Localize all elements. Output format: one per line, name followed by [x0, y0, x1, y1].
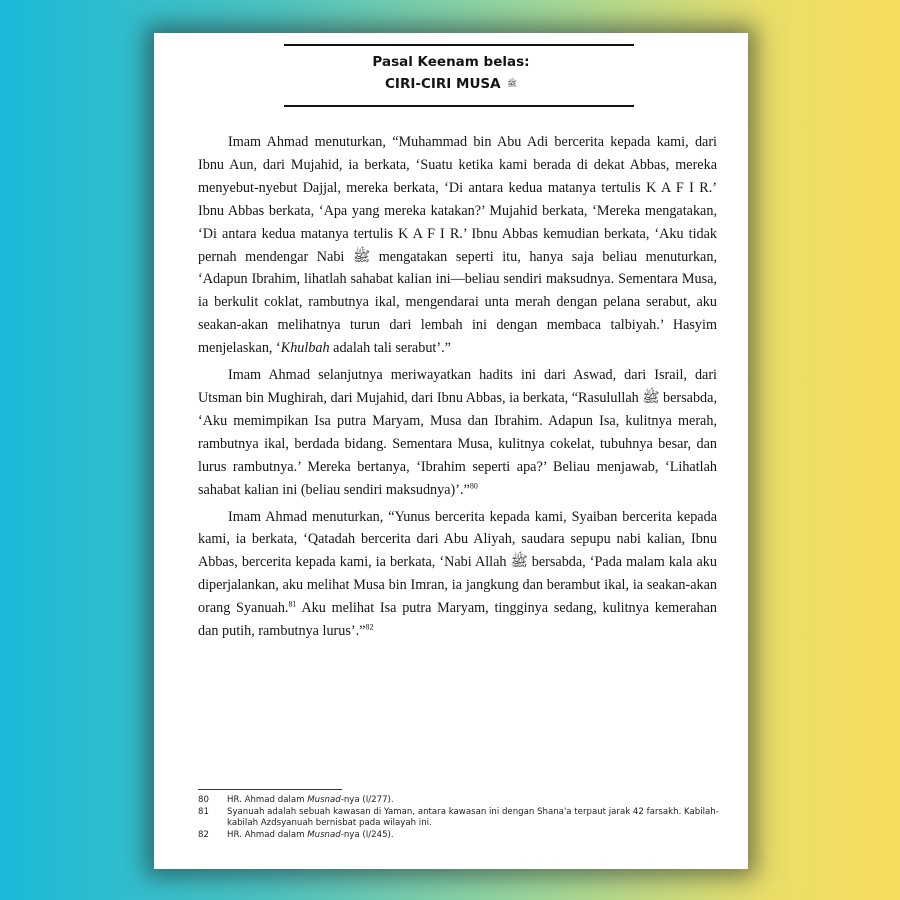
header-bottom-rule — [284, 105, 634, 107]
chapter-heading: Pasal Keenam belas: — [372, 54, 530, 70]
chapter-title — [154, 76, 748, 92]
footnote-ref-81: 81 — [288, 599, 297, 609]
footnote-ref-82: 82 — [365, 622, 374, 632]
footnote-81 — [198, 807, 723, 829]
footnote-ref-80: 80 — [469, 480, 478, 490]
body-text — [198, 131, 717, 647]
paragraph-2-text: Imam Ahmad selanjutnya meriwayatkan hadits ini dari Aswad, dari Israil, dari Utsman bin Mughirah, dari Mujahid, dari Ibnu Abbas, ia berkata, “Rasulullah ﷺ bersabda, ‘Aku memimpikan Isa putra Maryam, Musa dan Ibrahim. Adapun Isa, kulitnya merah, rambutnya ikal, berdada bidang. Sementara Musa, kulitnya cokelat, tubuhnya besar, dan lurus rambutnya.’ Mereka bertanya, ‘Ibrahim seperti apa?’ Beliau menjawab, ‘Lihatlah sahabat kalian ini (beliau sendiri maksudnya)’.” — [198, 367, 717, 498]
paragraph-1-text: Imam Ahmad menuturkan, “Muhammad bin Abu Adi bercerita kepada kami, dari Ibnu Aun, dari Mujahid, ia berkata, ‘Suatu ketika kami berada di dekat Abbas, mereka menyebut-nyebut Dajjal, mereka berkata, ‘Di antara kedua matanya tertulis K A F I R.’ Ibnu Abbas berkata, ‘Apa yang mereka katakan?’ Mujahid berkata, ‘Mereka mengatakan, ‘Di antara kedua matanya tertulis K A F I R.’ Ibnu Abbas kemudian berkata, ‘Aku tidak pernah mendengar Nabi ﷺ mengatakan seperti itu, hanya saja beliau menuturkan, ‘Adapun Ibrahim, lihatlah sahabat kalian ini—beliau sendiri maksudnya. Sementara Musa, ia berkulit coklat, rambutnya ikal, mengendarai unta merah dengan pelana serabut, aku seakan-akan melihatnya turun dari lembah ini dengan membaca talbiyah.’ Hasyim menjelaskan, ‘ — [198, 134, 717, 357]
footnote-text: Syanuah adalah sebuah kawasan di Yaman, antara kawasan ini dengan Shana'a terpaut jarak 42 farsakh. Kabilah-kabilah Azdsyanuah bernisbat pada wilayah ini. — [227, 807, 719, 829]
footnote-divider — [198, 789, 342, 790]
paragraph-3-end: Aku melihat Isa putra Maryam, tingginya sedang, kulitnya kemerahan dan putih, rambutnya lurus’.” — [198, 600, 717, 640]
footnote-number: 82 — [198, 830, 209, 840]
paragraph-1-italic: Khulbah — [280, 340, 330, 357]
paragraph-3 — [198, 506, 717, 643]
honorific-glyph: ﷺ — [507, 79, 517, 88]
paragraph-2 — [198, 364, 717, 501]
footnote-number: 81 — [198, 807, 209, 817]
book-page — [154, 33, 748, 869]
paragraph-1 — [198, 131, 717, 360]
footnote-text: HR. Ahmad dalam Musnad-nya (I/277). — [227, 795, 394, 805]
chapter-title-text: CIRI-CIRI MUSA — [385, 76, 501, 92]
footnote-text: HR. Ahmad dalam Musnad-nya (I/245). — [227, 830, 394, 840]
header-top-rule — [284, 44, 634, 46]
footnote-82 — [198, 830, 723, 841]
footnote-number: 80 — [198, 795, 209, 805]
footnote-80 — [198, 795, 723, 806]
paragraph-3-text: Imam Ahmad menuturkan, “Yunus bercerita kepada kami, Syaiban bercerita kepada kami, ia berkata, ‘Qatadah bercerita dari Abu Aliyah, saudara sepupu nabi kalian, Ibnu Abbas, bercerita kepada kami, ia berkata, ‘Nabi Allah ﷺ bersabda, ‘Pada malam kala aku diperjalankan, aku melihat Musa bin Imran, ia jangkung dan berambut ikal, ia seakan-akan orang Syanuah. — [198, 508, 717, 617]
paragraph-1-end: adalah tali serabut’.” — [329, 340, 451, 357]
